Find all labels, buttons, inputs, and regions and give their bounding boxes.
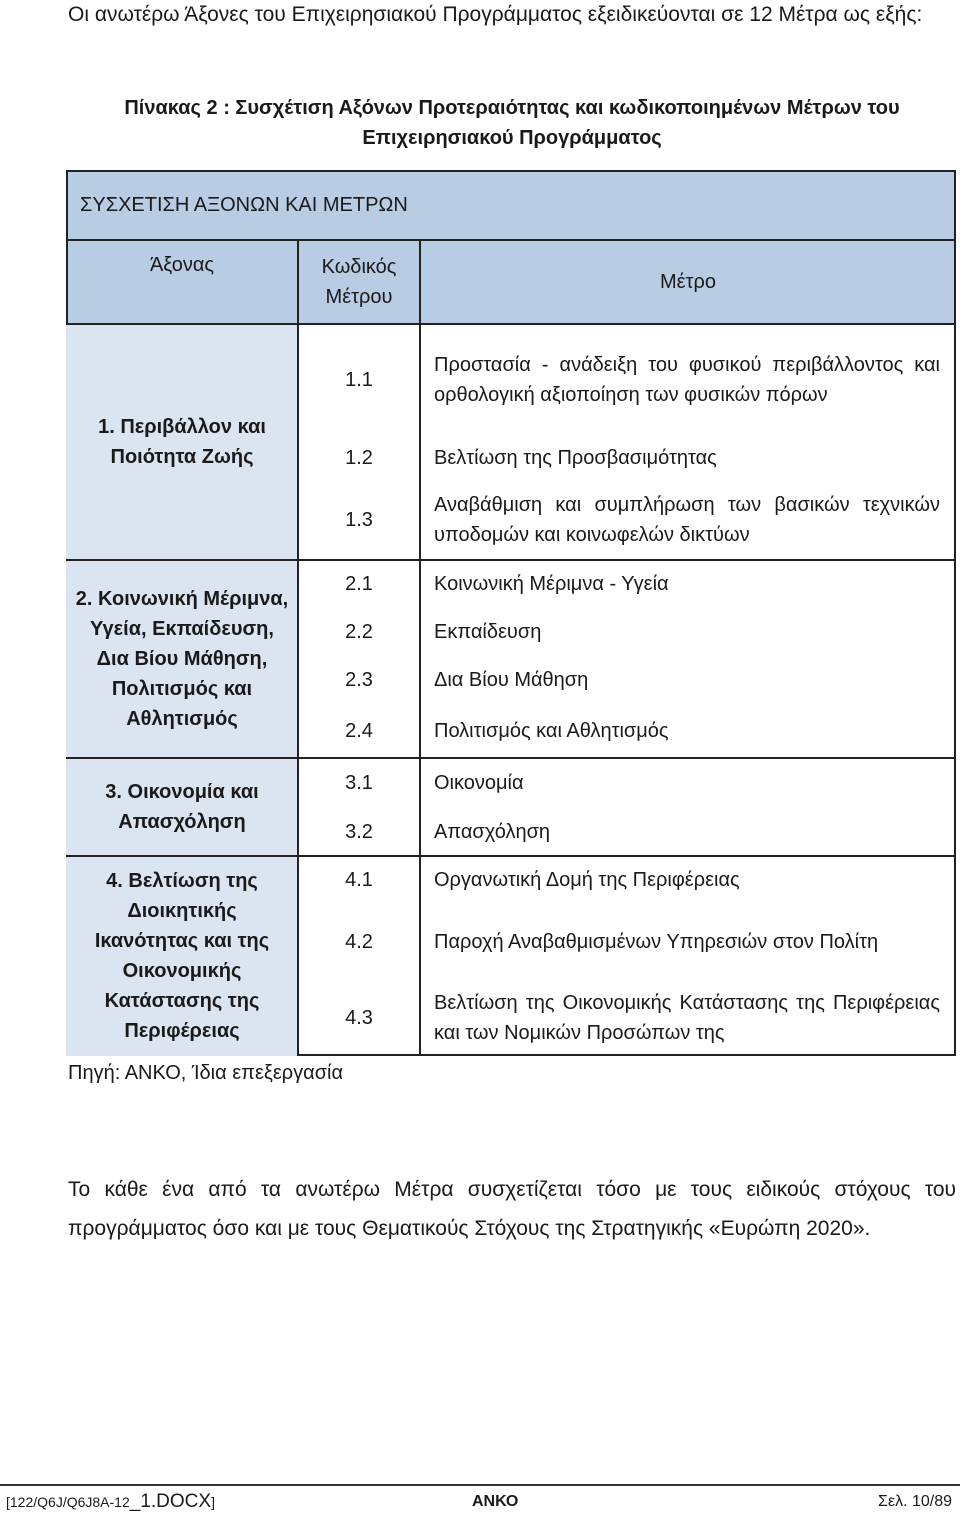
measure-code: 3.2	[345, 821, 373, 843]
measure-name	[420, 704, 956, 758]
measure-code: 2.1	[345, 573, 373, 595]
measure-name-text: Απασχόληση	[434, 821, 551, 843]
measure-name-text: Βελτίωση της Προσβασιμότητας	[434, 447, 717, 469]
table-border	[298, 1054, 956, 1056]
measure-name-text: Αναβάθμιση και συμπλήρωση των βασικών τεχνικών υποδομών και κοινωφελών δικτύων	[434, 494, 940, 546]
measure-name	[420, 980, 956, 1056]
measure-name-text: Εκπαίδευση	[434, 621, 542, 643]
measure-name	[420, 904, 956, 980]
footer-document-id	[6, 1490, 215, 1515]
measure-code: 2.3	[345, 669, 373, 691]
footer-doc-suffix: ]	[211, 1494, 215, 1510]
axis-3: 3. Οικονομία και Απασχόληση	[66, 758, 298, 856]
table-border	[66, 323, 956, 325]
measure-name	[420, 656, 956, 704]
table-border	[66, 170, 68, 324]
measure-name-text: Παροχή Αναβαθμισμένων Υπηρεσιών στον Πολίτη	[434, 931, 879, 953]
measure-code: 1.1	[345, 369, 373, 391]
header-measure: Μέτρο	[420, 240, 956, 324]
measure-name	[420, 560, 956, 608]
measure-name	[420, 758, 956, 808]
measure-code: 1.2	[345, 447, 373, 469]
measure-name	[420, 608, 956, 656]
axis-4: 4. Βελτίωση της Διοικητικής Ικανότητας και της Οικονομικής Κατάστασης της Περιφέρειας	[66, 856, 298, 1056]
footer-doc-prefix: [122/Q6J/Q6J8A-12	[6, 1494, 130, 1510]
measure-name-text: Πολιτισμός και Αθλητισμός	[434, 720, 669, 742]
footer-center-label: ΑΝΚΟ	[472, 1493, 519, 1510]
footer-doc-main: _1.DOCX	[129, 1491, 212, 1512]
measure-name-text: Προστασία - ανάδειξη του φυσικού περιβάλλοντος και ορθολογική αξιοποίηση των φυσικών πόρων	[434, 354, 940, 406]
measure-name-text: Δια Βίου Μάθηση	[434, 669, 589, 691]
table-border	[954, 170, 956, 1056]
measure-name	[420, 808, 956, 856]
measure-code: 3.1	[345, 772, 373, 794]
measure-code: 4.1	[345, 869, 373, 891]
intro-paragraph: Οι ανωτέρω Άξονες του Επιχειρησιακού Προγράμματος εξειδικεύονται σε 12 Μέτρα ως εξής:	[68, 3, 923, 26]
measure-code: 4.3	[345, 1007, 373, 1029]
measure-name	[420, 324, 956, 436]
table-border	[419, 240, 421, 1056]
table-border	[66, 757, 956, 759]
footer-divider	[0, 1484, 960, 1486]
header-code: Κωδικός Μέτρου	[298, 240, 420, 324]
header-axis: Άξονας	[66, 240, 298, 324]
table-title: ΣΥΣΧΕΤΙΣΗ ΑΞΟΝΩΝ ΚΑΙ ΜΕΤΡΩΝ	[66, 170, 956, 240]
measure-name	[420, 480, 956, 560]
axis-2: 2. Κοινωνική Μέριμνα, Υγεία, Εκπαίδευση, Δια Βίου Μάθηση, Πολιτισμός και Αθλητισμός	[66, 560, 298, 758]
footer-page-number: Σελ. 10/89	[878, 1493, 952, 1510]
table-border	[66, 559, 956, 561]
measure-name-text: Κοινωνική Μέριμνα - Υγεία	[434, 573, 669, 595]
axes-measures-table	[66, 170, 956, 1056]
measure-name-text: Οργανωτική Δομή της Περιφέρειας	[434, 869, 740, 891]
table-border	[66, 239, 956, 241]
table-border	[66, 170, 956, 172]
measure-code: 4.2	[345, 931, 373, 953]
measure-name-text: Οικονομία	[434, 772, 524, 794]
measure-name	[420, 436, 956, 480]
table-border	[66, 855, 956, 857]
axis-1: 1. Περιβάλλον και Ποιότητα Ζωής	[66, 324, 298, 560]
closing-paragraph: Το κάθε ένα από τα ανωτέρω Μέτρα συσχετίζεται τόσο με τους ειδικούς στόχους του προγράμματος όσο και με τους Θεματικούς Στόχους της Στρατηγικής «Ευρώπη 2020».	[68, 1178, 956, 1240]
table-border	[297, 240, 299, 1056]
table-source: Πηγή: ΑΝΚΟ, Ίδια επεξεργασία	[68, 1062, 344, 1084]
measure-code: 1.3	[345, 509, 373, 531]
measure-code: 2.2	[345, 621, 373, 643]
measure-name	[420, 856, 956, 904]
table-caption: Πίνακας 2 : Συσχέτιση Αξόνων Προτεραιότητας και κωδικοποιημένων Μέτρων του Επιχειρησιακού Προγράμματος	[124, 97, 900, 149]
measure-name-text: Βελτίωση της Οικονομικής Κατάστασης της Περιφέρειας και των Νομικών Προσώπων της	[434, 992, 940, 1044]
measure-code: 2.4	[345, 720, 373, 742]
